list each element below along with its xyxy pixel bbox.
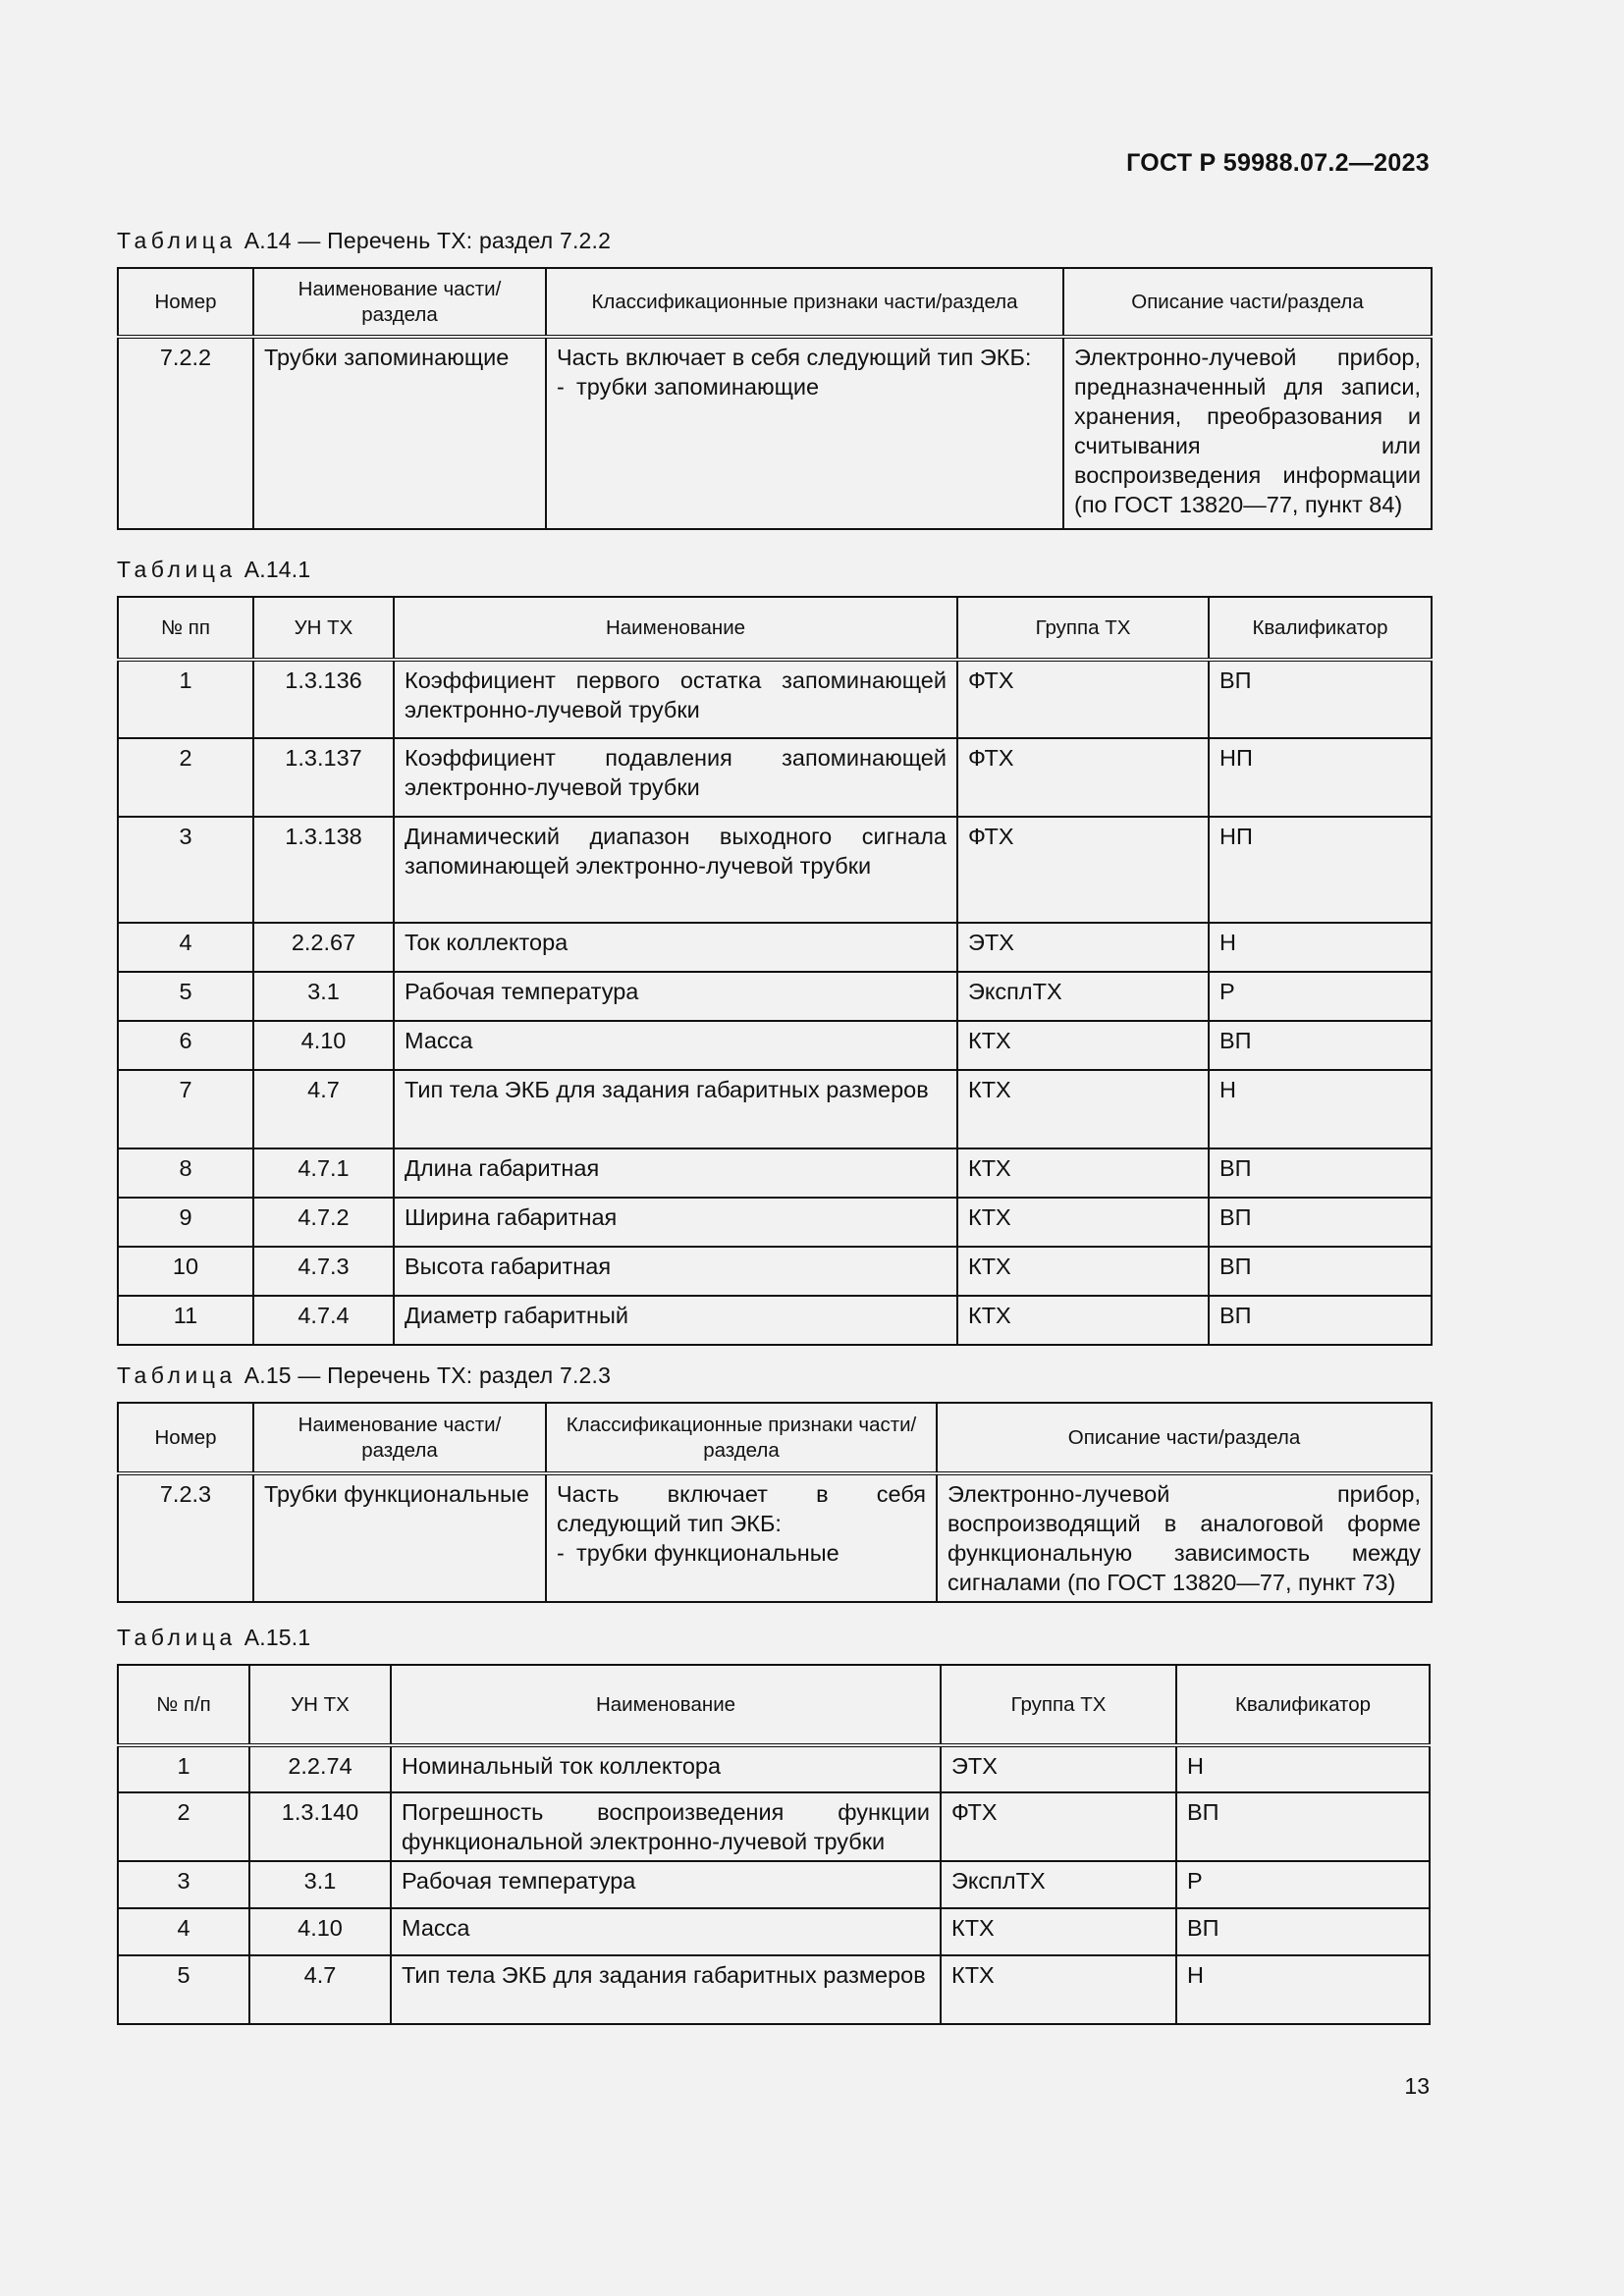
cell-name: Тип тела ЭКБ для задания габаритных размеров xyxy=(394,1070,957,1148)
header-name: Наименование xyxy=(394,597,957,660)
cell-un-tx: 4.7.2 xyxy=(253,1198,394,1247)
cell-row-number: 4 xyxy=(118,1908,249,1955)
cell-un-tx: 3.1 xyxy=(249,1861,391,1908)
table-row xyxy=(118,738,1432,817)
cell-un-tx: 2.2.74 xyxy=(249,1745,391,1792)
cell-features xyxy=(546,337,1063,529)
features-item: - трубки функциональные xyxy=(557,1540,839,1566)
cell-row-number: 8 xyxy=(118,1148,253,1198)
table-a15-caption xyxy=(117,1362,611,1389)
cell-name: Погрешность воспроизведения функции функциональной электронно-лучевой трубки xyxy=(391,1792,941,1861)
cell-name: Коэффициент подавления запоминающей электронно-лучевой трубки xyxy=(394,738,957,817)
table-row xyxy=(118,337,1432,529)
header-group-tx: Группа ТХ xyxy=(941,1665,1176,1745)
cell-qualifier: Н xyxy=(1209,923,1432,972)
table-row xyxy=(118,1861,1430,1908)
cell-name: Рабочая температура xyxy=(394,972,957,1021)
cell-row-number: 7 xyxy=(118,1070,253,1148)
cell-name: Диаметр габаритный xyxy=(394,1296,957,1345)
cell-qualifier: Р xyxy=(1209,972,1432,1021)
page-number: 13 xyxy=(1404,2073,1430,2099)
cell-group-tx: ФТХ xyxy=(941,1792,1176,1861)
table-row xyxy=(118,1296,1432,1345)
cell-description: Электронно-лучевой прибор, воспроизводящий в аналоговой форме функциональную зависимость между сигналами (по ГОСТ 13820—77, пункт 73) xyxy=(937,1473,1432,1602)
header-part-name: Наименование части/ раздела xyxy=(253,268,546,337)
cell-un-tx: 2.2.67 xyxy=(253,923,394,972)
table-a14-1-caption xyxy=(117,557,310,583)
cell-group-tx: КТХ xyxy=(941,1908,1176,1955)
table-row xyxy=(118,1955,1430,2024)
cell-row-number: 2 xyxy=(118,738,253,817)
cell-name: Масса xyxy=(391,1908,941,1955)
cell-row-number: 2 xyxy=(118,1792,249,1861)
header-features: Классификационные признаки части/раздела xyxy=(546,268,1063,337)
cell-row-number: 5 xyxy=(118,972,253,1021)
header-part-name: Наименование части/ раздела xyxy=(253,1403,546,1473)
cell-un-tx: 1.3.140 xyxy=(249,1792,391,1861)
cell-qualifier: ВП xyxy=(1176,1792,1430,1861)
cell-un-tx: 1.3.136 xyxy=(253,660,394,738)
header-row-number: № пп xyxy=(118,597,253,660)
cell-row-number: 1 xyxy=(118,660,253,738)
cell-qualifier: ВП xyxy=(1209,1021,1432,1070)
table-row xyxy=(118,1908,1430,1955)
table-row xyxy=(118,1745,1430,1792)
header-qualifier: Квалификатор xyxy=(1176,1665,1430,1745)
cell-number: 7.2.2 xyxy=(118,337,253,529)
cell-name: Масса xyxy=(394,1021,957,1070)
cell-un-tx: 4.7 xyxy=(253,1070,394,1148)
features-intro: Часть включает в себя следующий тип ЭКБ: xyxy=(557,345,1032,370)
cell-qualifier: Н xyxy=(1176,1745,1430,1792)
cell-features xyxy=(546,1473,937,1602)
header-un-tx: УН ТХ xyxy=(249,1665,391,1745)
table-a15 xyxy=(117,1402,1433,1603)
cell-group-tx: ФТХ xyxy=(957,660,1209,738)
caption-word: Таблица xyxy=(117,1625,237,1650)
cell-name: Рабочая температура xyxy=(391,1861,941,1908)
cell-group-tx: КТХ xyxy=(957,1070,1209,1148)
cell-name: Трубки функциональные xyxy=(253,1473,546,1602)
table-a14 xyxy=(117,267,1433,530)
features-item: - трубки запоминающие xyxy=(557,374,820,400)
table-row xyxy=(118,1198,1432,1247)
cell-qualifier: ВП xyxy=(1209,1198,1432,1247)
standard-code: ГОСТ Р 59988.07.2—2023 xyxy=(1126,149,1430,177)
cell-row-number: 10 xyxy=(118,1247,253,1296)
caption-word: Таблица xyxy=(117,228,237,253)
cell-name: Тип тела ЭКБ для задания габаритных размеров xyxy=(391,1955,941,2024)
header-number: Номер xyxy=(118,1403,253,1473)
cell-name: Коэффициент первого остатка запоминающей электронно-лучевой трубки xyxy=(394,660,957,738)
cell-un-tx: 1.3.138 xyxy=(253,817,394,923)
cell-group-tx: ЭТХ xyxy=(941,1745,1176,1792)
header-row-number: № п/п xyxy=(118,1665,249,1745)
table-row xyxy=(118,1473,1432,1602)
cell-qualifier: НП xyxy=(1209,817,1432,923)
cell-un-tx: 4.7.1 xyxy=(253,1148,394,1198)
header-description: Описание части/раздела xyxy=(1063,268,1432,337)
features-intro: Часть включает в себя следующий тип ЭКБ: xyxy=(557,1481,926,1536)
table-row xyxy=(118,1070,1432,1148)
cell-group-tx: КТХ xyxy=(957,1148,1209,1198)
cell-group-tx: ЭксплТХ xyxy=(941,1861,1176,1908)
table-row xyxy=(118,1792,1430,1861)
table-a14-1 xyxy=(117,596,1433,1346)
cell-group-tx: ФТХ xyxy=(957,817,1209,923)
header-un-tx: УН ТХ xyxy=(253,597,394,660)
cell-row-number: 4 xyxy=(118,923,253,972)
cell-qualifier: ВП xyxy=(1176,1908,1430,1955)
header-description: Описание части/раздела xyxy=(937,1403,1432,1473)
table-row xyxy=(118,1247,1432,1296)
cell-name: Трубки запоминающие xyxy=(253,337,546,529)
cell-un-tx: 4.7.4 xyxy=(253,1296,394,1345)
table-row xyxy=(118,972,1432,1021)
cell-name: Высота габаритная xyxy=(394,1247,957,1296)
cell-un-tx: 4.10 xyxy=(249,1908,391,1955)
cell-group-tx: ЭксплТХ xyxy=(957,972,1209,1021)
cell-row-number: 5 xyxy=(118,1955,249,2024)
cell-qualifier: ВП xyxy=(1209,1296,1432,1345)
cell-name: Ширина габаритная xyxy=(394,1198,957,1247)
features-item-text: трубки запоминающие xyxy=(576,374,820,400)
cell-row-number: 1 xyxy=(118,1745,249,1792)
table-a14-caption xyxy=(117,228,611,254)
cell-name: Номинальный ток коллектора xyxy=(391,1745,941,1792)
header-number: Номер xyxy=(118,268,253,337)
cell-qualifier: Р xyxy=(1176,1861,1430,1908)
cell-un-tx: 3.1 xyxy=(253,972,394,1021)
cell-group-tx: КТХ xyxy=(957,1296,1209,1345)
cell-un-tx: 4.10 xyxy=(253,1021,394,1070)
table-a15-1 xyxy=(117,1664,1431,2025)
features-item-text: трубки функциональные xyxy=(576,1540,839,1566)
cell-row-number: 11 xyxy=(118,1296,253,1345)
cell-name: Ток коллектора xyxy=(394,923,957,972)
caption-text: А.15.1 xyxy=(244,1625,311,1650)
caption-word: Таблица xyxy=(117,557,237,582)
cell-name: Динамический диапазон выходного сигнала запоминающей электронно-лучевой трубки xyxy=(394,817,957,923)
cell-qualifier: ВП xyxy=(1209,1247,1432,1296)
cell-qualifier: Н xyxy=(1209,1070,1432,1148)
table-row xyxy=(118,1021,1432,1070)
cell-qualifier: НП xyxy=(1209,738,1432,817)
cell-qualifier: ВП xyxy=(1209,1148,1432,1198)
table-row xyxy=(118,1148,1432,1198)
header-features: Классификационные признаки части/раздела xyxy=(546,1403,937,1473)
cell-number: 7.2.3 xyxy=(118,1473,253,1602)
cell-row-number: 6 xyxy=(118,1021,253,1070)
cell-un-tx: 4.7.3 xyxy=(253,1247,394,1296)
cell-group-tx: КТХ xyxy=(941,1955,1176,2024)
cell-group-tx: КТХ xyxy=(957,1247,1209,1296)
cell-row-number: 3 xyxy=(118,1861,249,1908)
caption-word: Таблица xyxy=(117,1362,237,1388)
cell-un-tx: 1.3.137 xyxy=(253,738,394,817)
cell-row-number: 3 xyxy=(118,817,253,923)
cell-group-tx: ЭТХ xyxy=(957,923,1209,972)
cell-un-tx: 4.7 xyxy=(249,1955,391,2024)
caption-text: А.15 — Перечень ТХ: раздел 7.2.3 xyxy=(244,1362,612,1388)
caption-text: А.14 — Перечень ТХ: раздел 7.2.2 xyxy=(244,228,612,253)
table-a15-1-caption xyxy=(117,1625,310,1651)
header-qualifier: Квалификатор xyxy=(1209,597,1432,660)
cell-name: Длина габаритная xyxy=(394,1148,957,1198)
table-row xyxy=(118,817,1432,923)
table-row xyxy=(118,660,1432,738)
table-row xyxy=(118,923,1432,972)
header-name: Наименование xyxy=(391,1665,941,1745)
cell-group-tx: ФТХ xyxy=(957,738,1209,817)
cell-qualifier: ВП xyxy=(1209,660,1432,738)
cell-qualifier: Н xyxy=(1176,1955,1430,2024)
cell-description: Электронно-лучевой прибор, предназначенный для записи, хранения, преобразования и считывания или воспроизведения информации (по ГОСТ 13820—77, пункт 84) xyxy=(1063,337,1432,529)
cell-row-number: 9 xyxy=(118,1198,253,1247)
caption-text: А.14.1 xyxy=(244,557,311,582)
cell-group-tx: КТХ xyxy=(957,1021,1209,1070)
header-group-tx: Группа ТХ xyxy=(957,597,1209,660)
cell-group-tx: КТХ xyxy=(957,1198,1209,1247)
